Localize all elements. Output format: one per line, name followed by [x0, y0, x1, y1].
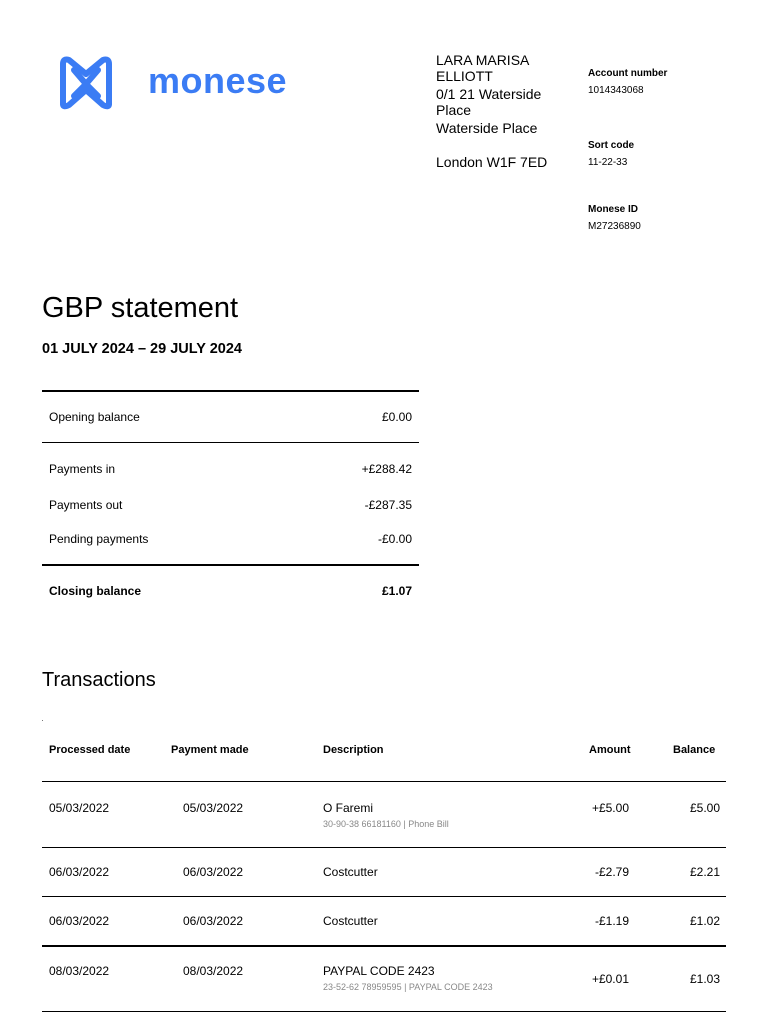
processed-date: 05/03/2022 — [49, 801, 110, 815]
closing-balance-value: £1.07 — [381, 583, 412, 598]
transaction-balance: £1.03 — [689, 972, 720, 986]
brand-wordmark: monese — [148, 60, 288, 101]
address-line: Place — [436, 102, 472, 118]
payment-made-date: 06/03/2022 — [183, 865, 244, 879]
payments-in-value: +£288.42 — [361, 462, 412, 476]
payments-out-row — [42, 493, 419, 516]
address-line: LARA MARISA — [436, 52, 530, 68]
transaction-description: Costcutter — [323, 865, 378, 879]
statement-title: GBP statement — [42, 292, 239, 324]
payment-made-date: 08/03/2022 — [183, 964, 244, 978]
column-header-processed-date: Processed date — [49, 744, 131, 756]
account-number-label: Account number — [588, 68, 668, 79]
payments-out-value: -£287.35 — [364, 497, 412, 512]
payments-in-label: Payments in — [49, 462, 116, 476]
pending-payments-label: Pending payments — [49, 532, 149, 546]
address-line: ELLIOTT — [436, 68, 493, 84]
section-dot — [42, 720, 43, 721]
column-header-amount: Amount — [589, 744, 631, 756]
address-line — [436, 136, 576, 154]
table-row — [42, 848, 726, 897]
payment-made-date: 06/03/2022 — [183, 914, 244, 928]
monese-id-value: M27236890 — [588, 221, 641, 232]
payments-out-label: Payments out — [49, 497, 123, 512]
statement-period: 01 JULY 2024 – 29 JULY 2024 — [42, 341, 242, 357]
column-header-balance: Balance — [673, 744, 716, 756]
table-row — [42, 897, 726, 945]
address-line: 0/1 21 Waterside — [436, 86, 542, 102]
row-rule — [42, 1011, 726, 1012]
pending-payments-row — [42, 516, 419, 564]
transaction-balance: £2.21 — [689, 865, 720, 879]
transaction-amount: +£0.01 — [591, 972, 629, 986]
customer-address — [436, 52, 576, 170]
pending-payments-value: -£0.00 — [377, 532, 412, 546]
transaction-amount: -£2.79 — [594, 865, 629, 879]
account-number-value: 1014343068 — [588, 85, 644, 96]
processed-date: 06/03/2022 — [49, 865, 110, 879]
description-text: PAYPAL CODE 2423 — [323, 964, 435, 978]
processed-date: 08/03/2022 — [49, 964, 110, 978]
column-header-payment-made: Payment made — [171, 744, 249, 756]
closing-balance-row — [42, 566, 419, 615]
monese-logo — [58, 54, 308, 114]
column-header-description: Description — [323, 744, 384, 756]
transaction-balance: £1.02 — [689, 914, 720, 928]
table-row — [42, 947, 726, 1011]
table-row — [42, 782, 726, 848]
transaction-description: Costcutter — [323, 914, 378, 928]
address-line: London W1F 7ED — [436, 154, 548, 170]
payment-made-date: 05/03/2022 — [183, 801, 244, 815]
processed-date: 06/03/2022 — [49, 914, 110, 928]
description-detail: 23-52-62 78959595 | PAYPAL CODE 2423 — [323, 982, 493, 992]
balance-summary — [42, 390, 419, 615]
closing-balance-label: Closing balance — [49, 583, 142, 598]
description-text: O Faremi — [323, 801, 374, 815]
transaction-description — [323, 801, 449, 829]
transaction-balance: £5.00 — [689, 801, 720, 815]
address-line: Waterside Place — [436, 120, 538, 136]
opening-balance-row — [42, 392, 419, 442]
transactions-heading: Transactions — [42, 669, 156, 691]
payments-in-row — [42, 443, 419, 493]
transaction-amount: -£1.19 — [594, 914, 629, 928]
sort-code-label: Sort code — [588, 140, 635, 151]
opening-balance-label: Opening balance — [49, 410, 140, 424]
transaction-description — [323, 964, 493, 992]
sort-code-value: 11-22-33 — [588, 157, 628, 168]
transaction-amount: +£5.00 — [591, 801, 629, 815]
monese-id-label: Monese ID — [588, 204, 639, 215]
description-detail: 30-90-38 66181160 | Phone Bill — [323, 819, 449, 829]
opening-balance-value: £0.00 — [381, 410, 412, 424]
